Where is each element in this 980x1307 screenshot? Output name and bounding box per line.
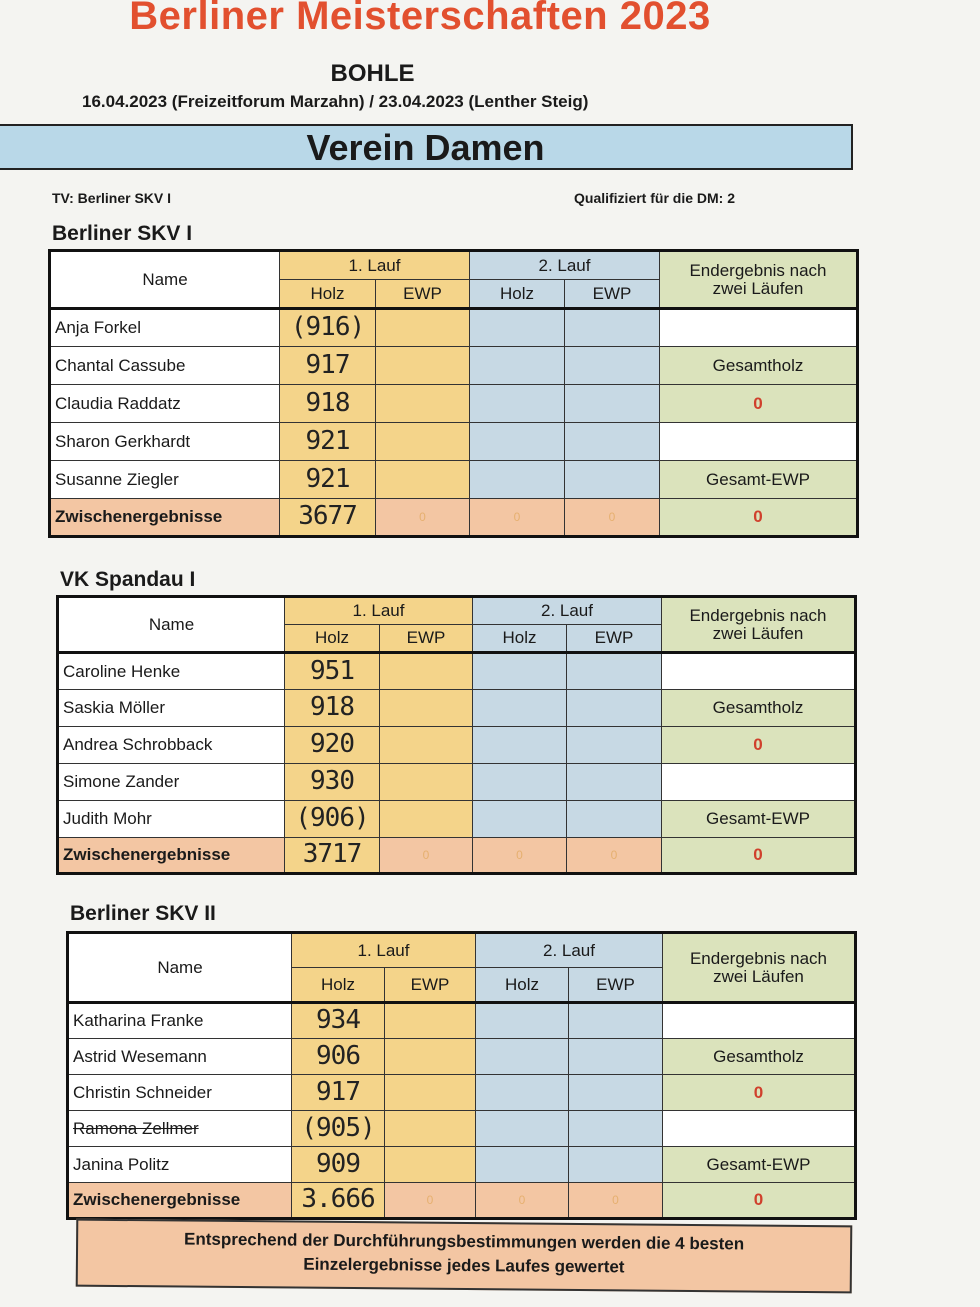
holz2-value xyxy=(470,423,565,461)
lauf2-header: 2. Lauf xyxy=(470,251,660,280)
subtotal-ewp2: 0 xyxy=(565,499,660,537)
ewp1-value xyxy=(380,764,473,801)
holz2-value xyxy=(473,727,567,764)
player-name: Christin Schneider xyxy=(68,1075,292,1111)
holz1-value: 917 xyxy=(280,347,376,385)
gesamtholz-label: Gesamtholz xyxy=(660,347,858,385)
subtotal-ewp2: 0 xyxy=(567,838,662,874)
ewp1-header: EWP xyxy=(376,280,470,309)
end-result-cell xyxy=(663,1003,856,1039)
lauf2-header: 2. Lauf xyxy=(473,597,662,625)
subtotal-holz1: 3.666 xyxy=(292,1183,385,1219)
holz2-value xyxy=(470,385,565,423)
subtotal-row xyxy=(68,1183,856,1219)
holz1-value: 921 xyxy=(280,461,376,499)
table-row xyxy=(68,1111,856,1147)
ewp1-header: EWP xyxy=(385,968,476,1003)
holz2-value xyxy=(473,801,567,838)
ewp2-header: EWP xyxy=(567,625,662,653)
ewp2-header: EWP xyxy=(569,968,663,1003)
player-name: Sharon Gerkhardt xyxy=(50,423,280,461)
team-table xyxy=(48,249,859,538)
subtotal-label: Zwischenergebnisse xyxy=(68,1183,292,1219)
qualified-label: Qualifiziert für die DM: 2 xyxy=(574,190,736,206)
gesamtholz-label: Gesamtholz xyxy=(662,690,856,727)
lauf1-header: 1. Lauf xyxy=(285,597,473,625)
holz1-value: 918 xyxy=(285,690,380,727)
ewp2-value xyxy=(565,309,660,347)
lauf1-header: 1. Lauf xyxy=(292,933,476,968)
end-result-cell xyxy=(662,764,856,801)
holz2-value xyxy=(476,1147,569,1183)
subtotal-holz2: 0 xyxy=(470,499,565,537)
holz1-value: 934 xyxy=(292,1003,385,1039)
subtotal-label: Zwischenergebnisse xyxy=(50,499,280,537)
end-result-header-line1: Endergebnis nach xyxy=(689,948,828,968)
end-result-cell xyxy=(660,309,858,347)
player-name: Claudia Raddatz xyxy=(50,385,280,423)
end-result-header-line2: zwei Läufen xyxy=(713,966,804,986)
rules-note-line2: Einzelergebnisse jedes Laufes gewertet xyxy=(303,1254,625,1277)
subtotal-holz1: 3677 xyxy=(280,499,376,537)
subtotal-row xyxy=(58,838,856,874)
ewp2-value xyxy=(565,423,660,461)
team-title: VK Spandau I xyxy=(60,568,196,591)
table-row xyxy=(50,461,858,499)
subtotal-ewp2: 0 xyxy=(569,1183,663,1219)
end-result-cell xyxy=(660,423,858,461)
ewp1-value xyxy=(380,801,473,838)
holz2-value xyxy=(476,1075,569,1111)
ewp2-header: EWP xyxy=(565,280,660,309)
end-result-header xyxy=(660,251,858,309)
ewp1-value xyxy=(376,423,470,461)
name-header: Name xyxy=(58,597,285,653)
ewp2-value xyxy=(565,385,660,423)
ewp2-value xyxy=(567,764,662,801)
holz1-value: 918 xyxy=(280,385,376,423)
holz2-value xyxy=(476,1039,569,1075)
gesamtholz-label: Gesamtholz xyxy=(663,1039,856,1075)
subtotal-ewp1: 0 xyxy=(385,1183,476,1219)
holz2-header: Holz xyxy=(470,280,565,309)
subtotal-ewp1: 0 xyxy=(376,499,470,537)
player-name: Astrid Wesemann xyxy=(68,1039,292,1075)
end-result-cell xyxy=(663,1111,856,1147)
ewp2-value xyxy=(569,1039,663,1075)
table-row xyxy=(58,801,856,838)
gesamtewp-label: Gesamt-EWP xyxy=(663,1147,856,1183)
player-name: Andrea Schrobback xyxy=(58,727,285,764)
holz2-value xyxy=(473,690,567,727)
ewp2-value xyxy=(567,690,662,727)
subtotal-ewp1: 0 xyxy=(380,838,473,874)
end-result-header-line1: Endergebnis nach xyxy=(689,605,827,625)
subtotal-holz2: 0 xyxy=(473,838,567,874)
player-name: Susanne Ziegler xyxy=(50,461,280,499)
holz1-header: Holz xyxy=(285,625,380,653)
end-result-header-line2: zwei Läufen xyxy=(712,623,804,643)
ewp2-value xyxy=(569,1075,663,1111)
lauf2-header: 2. Lauf xyxy=(476,933,663,968)
player-name: Caroline Henke xyxy=(58,653,285,690)
player-name: Anja Forkel xyxy=(50,309,280,347)
subtotal-label: Zwischenergebnisse xyxy=(58,838,285,874)
end-result-header-line2: zwei Läufen xyxy=(712,278,804,298)
ewp1-value xyxy=(376,309,470,347)
holz1-value: 917 xyxy=(292,1075,385,1111)
end-result-cell xyxy=(662,653,856,690)
holz1-header: Holz xyxy=(280,280,376,309)
name-header: Name xyxy=(50,251,280,309)
player-name: Chantal Cassube xyxy=(50,347,280,385)
ewp2-value xyxy=(569,1003,663,1039)
discipline-title: BOHLE xyxy=(330,60,415,87)
table-row xyxy=(50,309,858,347)
table-row xyxy=(50,347,858,385)
player-name: Judith Mohr xyxy=(58,801,285,838)
ewp2-value xyxy=(565,461,660,499)
rules-note xyxy=(76,1219,853,1294)
gesamtewp-value: 0 xyxy=(663,1183,856,1219)
holz2-value xyxy=(476,1003,569,1039)
gesamtewp-value: 0 xyxy=(660,499,858,537)
ewp1-value xyxy=(376,347,470,385)
gesamtewp-label: Gesamt-EWP xyxy=(660,461,858,499)
event-dates: 16.04.2023 (Freizeitforum Marzahn) / 23.04.2023 (Lenther Steig) xyxy=(82,92,589,111)
ewp2-value xyxy=(567,727,662,764)
ewp1-value xyxy=(376,461,470,499)
table-row xyxy=(58,727,856,764)
table-row xyxy=(50,385,858,423)
player-name: Katharina Franke xyxy=(68,1003,292,1039)
rules-note-line1: Entsprechend der Durchführungsbestimmungen werden die 4 besten xyxy=(183,1229,745,1254)
subtotal-holz1: 3717 xyxy=(285,838,380,874)
ewp2-value xyxy=(567,653,662,690)
lauf1-header: 1. Lauf xyxy=(280,251,470,280)
player-name: Janina Politz xyxy=(68,1147,292,1183)
table-row xyxy=(68,1039,856,1075)
category-banner: Verein Damen xyxy=(0,124,853,170)
ewp1-value xyxy=(376,385,470,423)
gesamtewp-label: Gesamt-EWP xyxy=(662,801,856,838)
ewp2-value xyxy=(567,801,662,838)
ewp1-value xyxy=(380,727,473,764)
gesamtewp-value: 0 xyxy=(662,838,856,874)
name-header: Name xyxy=(68,933,292,1003)
table-row xyxy=(50,423,858,461)
end-result-header xyxy=(663,933,856,1003)
table-row xyxy=(58,653,856,690)
gesamtholz-value: 0 xyxy=(663,1075,856,1111)
holz1-value: 930 xyxy=(285,764,380,801)
holz1-value: (905) xyxy=(292,1111,385,1147)
tv-label: TV: Berliner SKV I xyxy=(52,190,172,206)
player-name: Simone Zander xyxy=(58,764,285,801)
end-result-header-line1: Endergebnis nach xyxy=(689,260,827,280)
table-row xyxy=(58,690,856,727)
team-title: Berliner SKV I xyxy=(52,222,193,245)
holz2-header: Holz xyxy=(473,625,567,653)
holz2-header: Holz xyxy=(476,968,569,1003)
holz2-value xyxy=(470,309,565,347)
ewp2-value xyxy=(569,1147,663,1183)
ewp1-value xyxy=(385,1147,476,1183)
team-title: Berliner SKV II xyxy=(70,902,216,925)
holz1-value: 906 xyxy=(292,1039,385,1075)
table-row xyxy=(58,764,856,801)
page-title: Berliner Meisterschaften 2023 xyxy=(129,0,711,38)
ewp2-value xyxy=(565,347,660,385)
table-row xyxy=(68,1075,856,1111)
player-name: Saskia Möller xyxy=(58,690,285,727)
holz1-value: 921 xyxy=(280,423,376,461)
gesamtholz-value: 0 xyxy=(660,385,858,423)
holz2-value xyxy=(473,764,567,801)
holz1-value: (906) xyxy=(285,801,380,838)
ewp1-value xyxy=(385,1039,476,1075)
holz1-value: 920 xyxy=(285,727,380,764)
holz2-value xyxy=(470,461,565,499)
team-table xyxy=(56,595,857,875)
holz2-value xyxy=(470,347,565,385)
team-table xyxy=(66,931,857,1220)
end-result-header xyxy=(662,597,856,653)
holz1-value: (916) xyxy=(280,309,376,347)
holz1-value: 909 xyxy=(292,1147,385,1183)
subtotal-holz2: 0 xyxy=(476,1183,569,1219)
ewp1-value xyxy=(385,1003,476,1039)
table-row xyxy=(68,1003,856,1039)
holz2-value xyxy=(476,1111,569,1147)
gesamtholz-value: 0 xyxy=(662,727,856,764)
ewp2-value xyxy=(569,1111,663,1147)
ewp1-value xyxy=(380,690,473,727)
ewp1-value xyxy=(385,1075,476,1111)
holz1-value: 951 xyxy=(285,653,380,690)
holz1-header: Holz xyxy=(292,968,385,1003)
ewp1-value xyxy=(385,1111,476,1147)
subtotal-row xyxy=(50,499,858,537)
holz2-value xyxy=(473,653,567,690)
ewp1-value xyxy=(380,653,473,690)
table-row xyxy=(68,1147,856,1183)
ewp1-header: EWP xyxy=(380,625,473,653)
player-name: Ramona Zellmer xyxy=(68,1111,292,1147)
